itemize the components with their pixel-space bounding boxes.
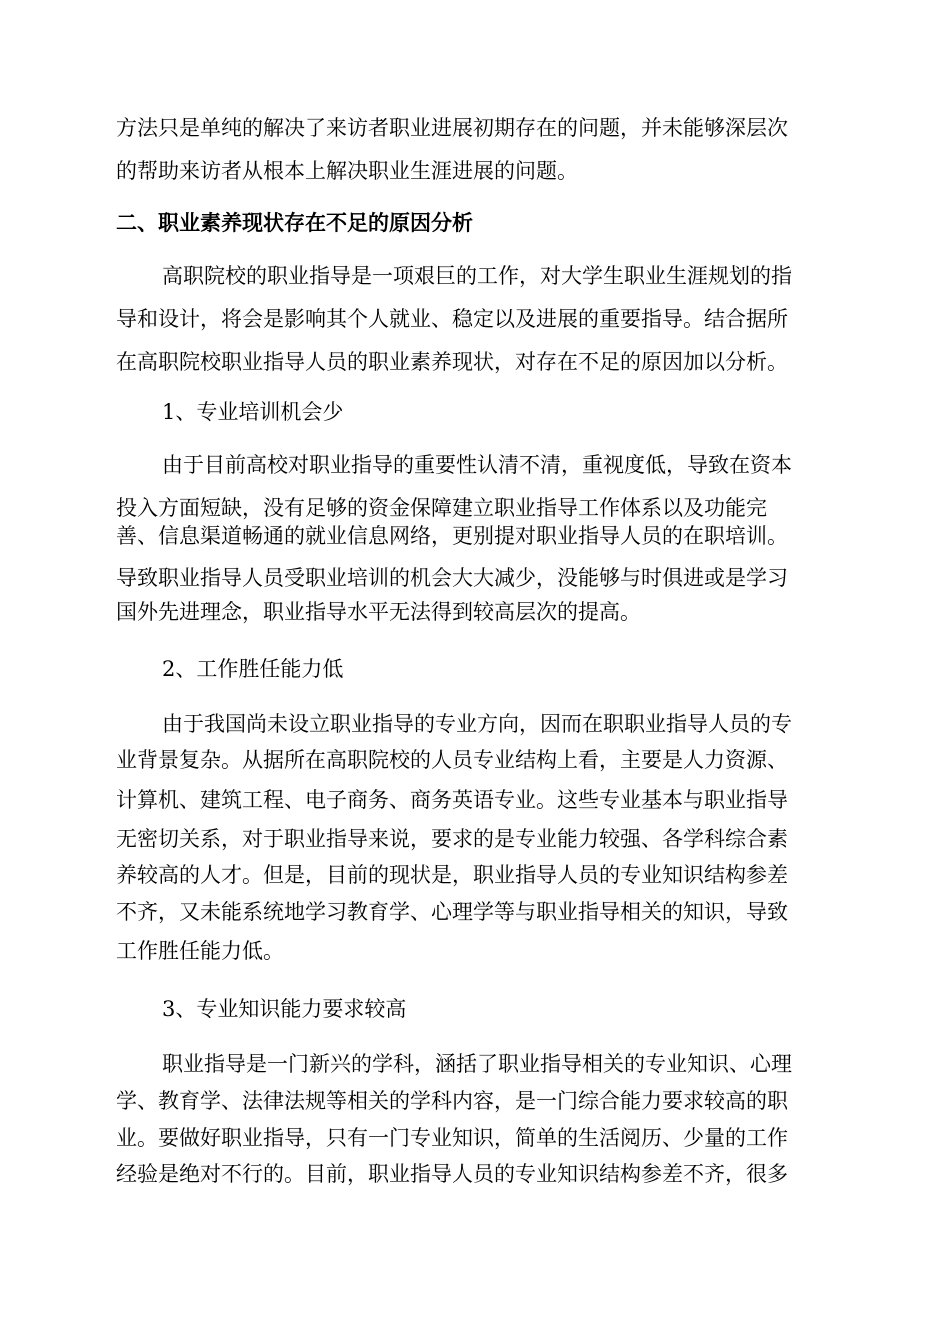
subheading: 3、专业知识能力要求较高 <box>162 997 407 1021</box>
body-line: 无密切关系，对于职业指导来说，要求的是专业能力较强、各学科综合素 <box>116 827 788 851</box>
body-line: 国外先进理念，职业指导水平无法得到较高层次的提高。 <box>116 600 641 624</box>
body-line: 业背景复杂。从据所在高职院校的人员专业结构上看，主要是人力资源、 <box>116 748 788 772</box>
subheading: 1、专业培训机会少 <box>162 400 344 424</box>
body-line: 导致职业指导人员受职业培训的机会大大减少，没能够与时俱进或是学习 <box>116 566 788 590</box>
body-line: 经验是绝对不行的。目前，职业指导人员的专业知识结构参差不齐，很多 <box>116 1162 788 1186</box>
body-line: 工作胜任能力低。 <box>116 939 284 963</box>
body-line: 由于我国尚未设立职业指导的专业方向，因而在职职业指导人员的专 <box>162 712 792 736</box>
body-line: 不齐，又未能系统地学习教育学、心理学等与职业指导相关的知识，导致 <box>116 900 788 924</box>
body-line: 学、教育学、法律法规等相关的学科内容，是一门综合能力要求较高的职 <box>116 1089 788 1113</box>
body-line: 养较高的人才。但是，目前的现状是，职业指导人员的专业知识结构参差 <box>116 863 788 887</box>
body-line: 方法只是单纯的解决了来访者职业进展初期存在的问题，并未能够深层次 <box>116 116 788 140</box>
body-line: 的帮助来访者从根本上解决职业生涯进展的问题。 <box>116 159 578 183</box>
body-line: 由于目前高校对职业指导的重要性认清不清，重视度低，导致在资本 <box>162 453 792 477</box>
body-line: 职业指导是一门新兴的学科，涵括了职业指导相关的专业知识、心理 <box>162 1052 792 1076</box>
body-line: 在高职院校职业指导人员的职业素养现状，对存在不足的原因加以分析。 <box>116 350 788 374</box>
body-line: 导和设计，将会是影响其个人就业、稳定以及进展的重要指导。结合据所 <box>116 307 788 331</box>
body-line: 业。要做好职业指导，只有一门专业知识，简单的生活阅历、少量的工作 <box>116 1126 788 1150</box>
body-line: 计算机、建筑工程、电子商务、商务英语专业。这些专业基本与职业指导 <box>116 788 788 812</box>
body-line: 高职院校的职业指导是一项艰巨的工作，对大学生职业生涯规划的指 <box>162 264 792 288</box>
subheading: 2、工作胜任能力低 <box>162 657 344 681</box>
body-line: 投入方面短缺，没有足够的资金保障建立职业指导工作体系以及功能完 <box>116 496 767 520</box>
section-heading: 二、职业素养现状存在不足的原因分析 <box>116 210 473 235</box>
body-line: 善、信息渠道畅通的就业信息网络，更别提对职业指导人员的在职培训。 <box>116 524 788 548</box>
